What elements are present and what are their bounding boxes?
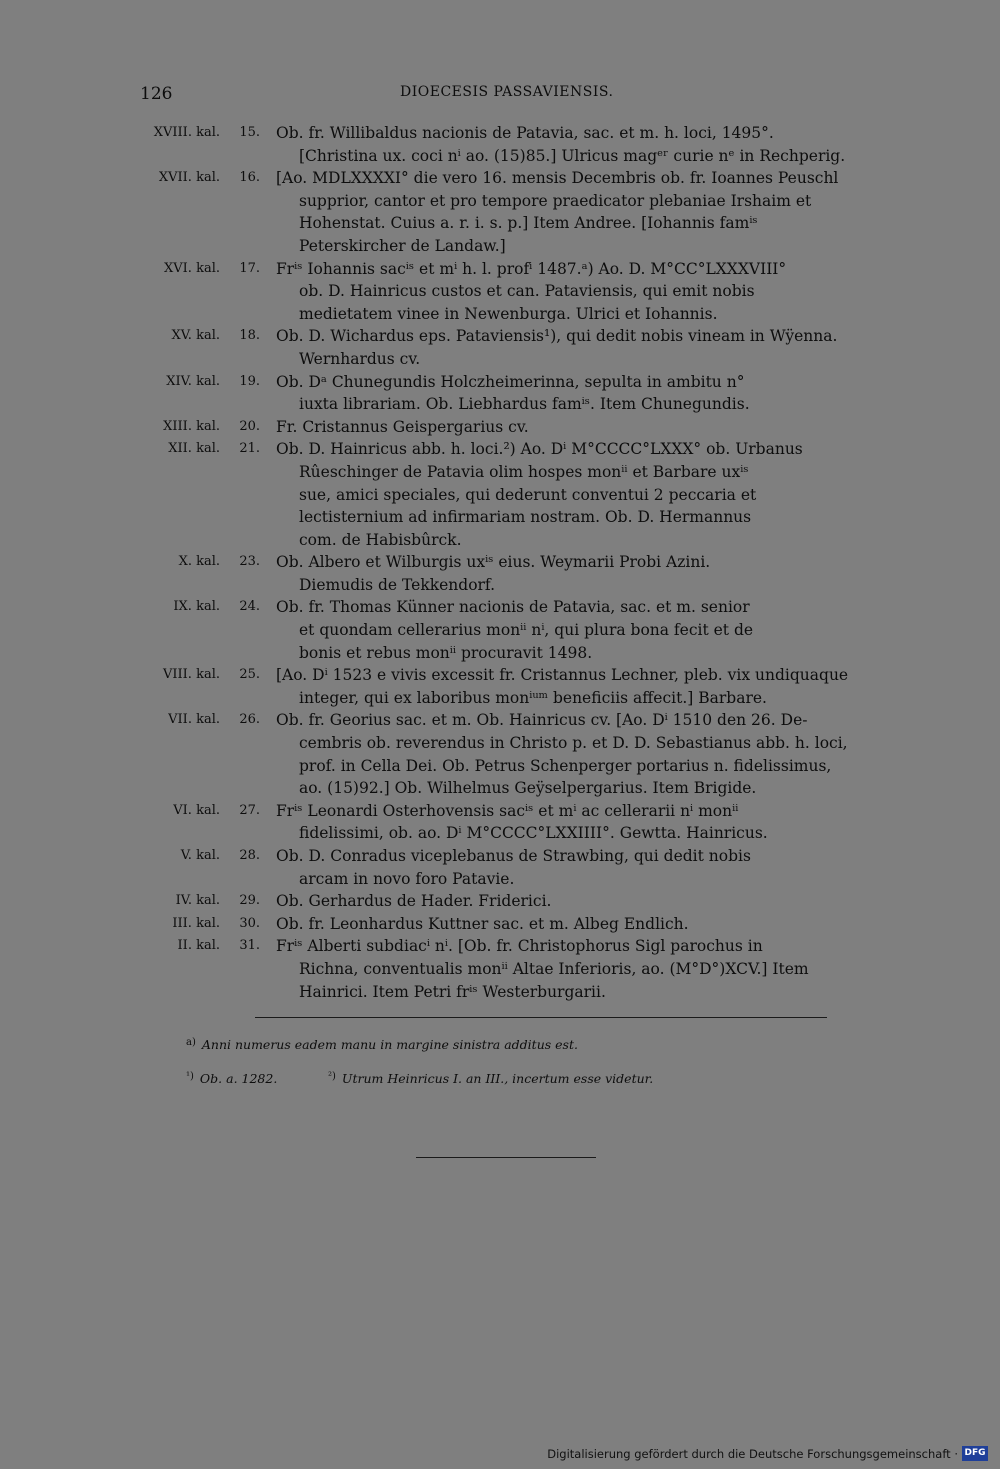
footnote-a-text: Anni numerus eadem manu in margine sinistra additus est. [201, 1037, 578, 1052]
necrology-entry [0, 551, 1000, 596]
footnote-2-mark: ²) [328, 1071, 336, 1082]
entry-line: Frⁱˢ Alberti subdiacⁱ nⁱ. [Ob. fr. Christophorus Sigl parochus in [276, 937, 763, 956]
entry-text [276, 371, 872, 416]
entry-calendar-date: VII. kal. [168, 712, 220, 728]
page-header [0, 84, 1000, 108]
necrology-entry [0, 935, 1000, 1003]
necrology-entry [0, 800, 1000, 845]
entry-text [276, 935, 872, 1003]
entry-day-number: 16. [239, 170, 260, 186]
entry-line: Peterskircher de Landaw.] [299, 236, 506, 255]
entry-text [276, 551, 872, 596]
entry-text [276, 258, 872, 326]
entry-calendar-date: V. kal. [180, 848, 220, 863]
entry-line: ob. D. Hainricus custos et can. Pataviensis, qui emit nobis [299, 282, 755, 301]
entry-line: iuxta librariam. Ob. Liebhardus famⁱˢ. Item Chunegundis. [299, 395, 750, 414]
entry-line: lectisternium ad infirmariam nostram. Ob. D. Hermannus [299, 508, 752, 527]
entry-text [276, 167, 872, 257]
entry-line: fidelissimi, ob. ao. Dⁱ M°CCCC°LXXIIII°. Gewtta. Hainricus. [299, 824, 768, 843]
entry-text [276, 325, 872, 370]
entry-line: Ob. fr. Leonhardus Kuttner sac. et m. Albeg Endlich. [276, 914, 689, 933]
entry-calendar-date: VIII. kal. [163, 667, 220, 683]
entry-line: Ob. Gerhardus de Hader. Friderici. [276, 892, 552, 911]
entry-text [276, 122, 872, 167]
entry-line: Ob. fr. Georius sac. et m. Ob. Hainricus cv. [Ao. Dⁱ 1510 den 26. De- [276, 711, 808, 730]
entry-line: Wernhardus cv. [299, 349, 421, 368]
necrology-entry [0, 913, 1000, 936]
entry-calendar-date: III. kal. [172, 915, 220, 931]
entry-line: Rûeschinger de Patavia olim hospes monⁱⁱ et Barbare uxⁱˢ [299, 462, 749, 481]
entry-day-number: 31. [239, 938, 260, 954]
entry-line: Ob. D. Wichardus eps. Pataviensis¹), qui dedit nobis vineam in Wÿenna. [276, 327, 838, 346]
entry-line: ao. (15)92.] Ob. Wilhelmus Geÿselpergarius. Item Brigide. [299, 779, 757, 798]
entry-line: prof. in Cella Dei. Ob. Petrus Schenperger portarius n. fidelissimus, [299, 756, 832, 775]
entry-line: Ob. Dᵃ Chunegundis Holczheimerinna, sepulta in ambitu n° [276, 372, 745, 391]
page-number: 126 [140, 84, 173, 104]
entry-day-number: 20. [239, 418, 260, 434]
necrology-entry [0, 371, 1000, 416]
necrology-entries [0, 122, 1000, 1003]
entry-calendar-date: X. kal. [178, 554, 220, 570]
entry-line: cembris ob. reverendus in Christo p. et D. D. Sebastianus abb. h. loci, [299, 734, 848, 753]
entry-calendar-date: XV. kal. [171, 328, 220, 344]
necrology-entry [0, 438, 1000, 551]
entry-line: integer, qui ex laboribus monⁱᵘᵐ beneficiis affecit.] Barbare. [299, 688, 767, 707]
entry-line: medietatem vinee in Newenburga. Ulrici et Iohannis. [299, 304, 718, 323]
funding-credit: Digitalisierung gefördert durch die Deutsche Forschungsgemeinschaft · [547, 1447, 958, 1461]
entry-text [276, 664, 872, 709]
entry-calendar-date: IV. kal. [175, 893, 220, 909]
entry-calendar-date: II. kal. [177, 938, 220, 954]
entry-line: [Christina ux. coci nⁱ ao. (15)85.] Ulricus magᵉʳ curie nᵉ in Rechperig. [299, 146, 846, 165]
entry-day-number: 25. [239, 667, 260, 683]
entry-day-number: 29. [239, 893, 260, 909]
entry-text [276, 416, 872, 439]
entry-day-number: 27. [239, 802, 260, 818]
entry-text [276, 845, 872, 890]
digitization-footer [0, 1443, 1000, 1469]
running-title: DIOECESIS PASSAVIENSIS. [400, 84, 614, 100]
entry-calendar-date: XVI. kal. [164, 260, 220, 276]
necrology-entry [0, 596, 1000, 664]
entry-line: [Ao. MDLXXXXI° die vero 16. mensis Decembris ob. fr. Ioannes Peuschl [276, 169, 839, 188]
entry-line: Frⁱˢ Iohannis sacⁱˢ et mⁱ h. l. profⁱ 1487.ᵃ) Ao. D. M°CC°LXXXVIII° [276, 259, 787, 278]
entry-calendar-date: XII. kal. [168, 441, 220, 457]
entry-line: com. de Habisbûrck. [299, 530, 462, 549]
entry-calendar-date: XIV. kal. [166, 373, 220, 389]
entry-day-number: 15. [239, 125, 260, 140]
footnote-1 [186, 1071, 277, 1086]
entry-line: et quondam cellerarius monⁱⁱ nⁱ, qui plura bona fecit et de [299, 621, 754, 640]
entry-text [276, 709, 872, 799]
necrology-entry [0, 845, 1000, 890]
entry-line: bonis et rebus monⁱⁱ procuravit 1498. [299, 643, 593, 662]
necrology-entry [0, 709, 1000, 799]
entry-day-number: 28. [239, 848, 260, 863]
entry-day-number: 21. [239, 441, 260, 457]
entry-line: Diemudis de Tekkendorf. [299, 575, 496, 594]
necrology-entry [0, 258, 1000, 326]
footnote-2-text: Utrum Heinricus I. an III., incertum esse videtur. [341, 1071, 654, 1086]
entry-text [276, 913, 872, 936]
end-rule [416, 1157, 596, 1158]
footnote-a-mark: a) [186, 1037, 196, 1048]
entry-line: Richna, conventualis monⁱⁱ Altae Inferioris, ao. (M°D°)XCV.] Item [299, 959, 809, 978]
entry-day-number: 30. [239, 915, 260, 931]
entry-text [276, 596, 872, 664]
entry-line: Ob. fr. Thomas Künner nacionis de Patavia, sac. et m. senior [276, 598, 750, 617]
entry-calendar-date: XIII. kal. [163, 418, 220, 434]
entry-line: arcam in novo foro Patavie. [299, 869, 515, 888]
footnote-1-text: Ob. a. 1282. [199, 1071, 278, 1086]
footnote-1-mark: ¹) [186, 1071, 194, 1082]
entry-text [276, 800, 872, 845]
entry-day-number: 18. [239, 328, 260, 344]
entry-line: supprior, cantor et pro tempore praedicator plebaniae Irshaim et [299, 191, 812, 210]
footnote-2 [328, 1071, 653, 1086]
entry-line: [Ao. Dⁱ 1523 e vivis excessit fr. Cristannus Lechner, pleb. vix undiquaque [276, 666, 849, 685]
necrology-entry [0, 890, 1000, 913]
entry-day-number: 23. [239, 554, 260, 570]
entry-text [276, 890, 872, 913]
entry-line: Ob. fr. Willibaldus nacionis de Patavia, sac. et m. h. loci, 1495°. [276, 124, 774, 142]
entry-line: Frⁱˢ Leonardi Osterhovensis sacⁱˢ et mⁱ ac cellerarii nⁱ monⁱⁱ [276, 801, 739, 820]
entry-line: Fr. Cristannus Geispergarius cv. [276, 417, 529, 436]
entry-calendar-date: XVIII. kal. [153, 125, 220, 140]
footnote-separator [255, 1017, 827, 1018]
entry-calendar-date: VI. kal. [173, 802, 220, 818]
necrology-entry [0, 325, 1000, 370]
entry-line: Ob. D. Conradus viceplebanus de Strawbing, qui dedit nobis [276, 847, 751, 865]
entry-line: Hohenstat. Cuius a. r. i. s. p.] Item Andree. [Iohannis famⁱˢ [299, 214, 758, 233]
entry-calendar-date: IX. kal. [173, 599, 220, 615]
necrology-entry [0, 416, 1000, 439]
entry-text [276, 438, 872, 551]
entry-day-number: 19. [239, 373, 260, 389]
entry-calendar-date: XVII. kal. [158, 170, 220, 186]
necrology-entry [0, 167, 1000, 257]
footnote-a [186, 1037, 578, 1052]
entry-day-number: 17. [239, 260, 260, 276]
entry-day-number: 24. [239, 599, 260, 615]
entry-day-number: 26. [239, 712, 260, 728]
entry-line: Ob. D. Hainricus abb. h. loci.²) Ao. Dⁱ M°CCCC°LXXX° ob. Urbanus [276, 440, 803, 459]
entry-line: Hainrici. Item Petri frⁱˢ Westerburgarii. [299, 982, 606, 1001]
entry-line: Ob. Albero et Wilburgis uxⁱˢ eius. Weymarii Probi Azini. [276, 553, 711, 572]
necrology-entry [0, 122, 1000, 167]
necrology-entry [0, 664, 1000, 709]
dfg-logo: DFG [962, 1446, 988, 1461]
entry-line: sue, amici speciales, qui dederunt conventui 2 peccaria et [299, 485, 757, 504]
